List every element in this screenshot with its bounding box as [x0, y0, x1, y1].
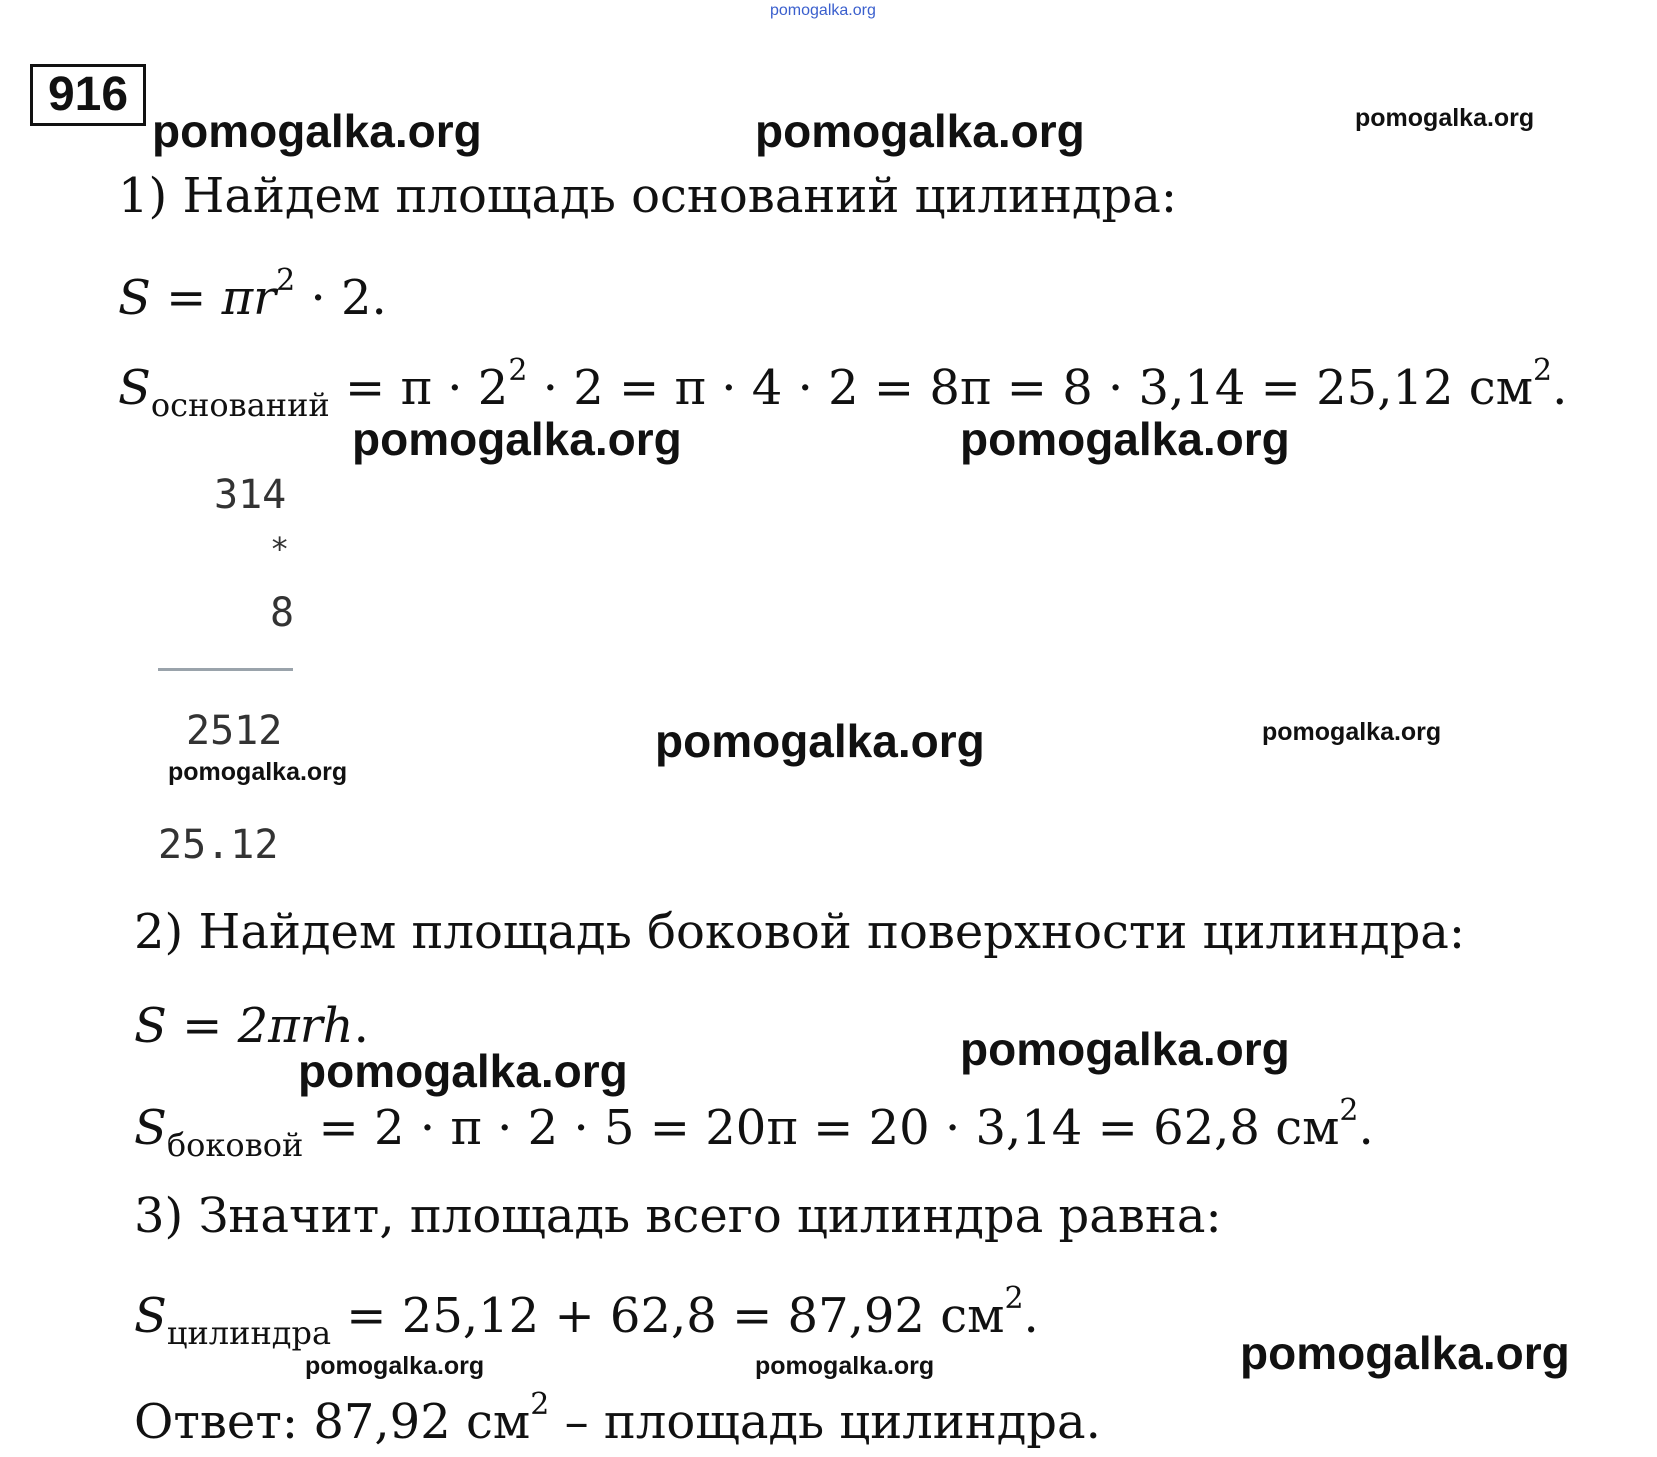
watermark: pomogalka.org [1262, 718, 1442, 746]
calc-subscript: оснований [150, 386, 330, 424]
formula-end: . [353, 998, 369, 1054]
calc-variable: S [118, 360, 151, 416]
answer-exponent: 2 [530, 1387, 550, 1422]
column-divider [158, 668, 293, 671]
column-multiplicand: 314 [214, 472, 287, 518]
calc-part-a: = π · 2 [329, 360, 509, 416]
watermark: pomogalka.org [655, 715, 985, 767]
formula-tail: · 2. [295, 270, 387, 326]
watermark: pomogalka.org [1240, 1327, 1570, 1379]
watermark: pomogalka.org [1355, 104, 1535, 132]
problem-number: 916 [30, 64, 146, 126]
watermark: pomogalka.org [168, 758, 348, 786]
calc-unit-exponent: 2 [1533, 353, 1553, 388]
watermark: pomogalka.org [298, 1045, 628, 1097]
calc-expression: = 2 · π · 2 · 5 = 20π = 20 · 3,14 = 62,8 см [303, 1100, 1340, 1156]
step3-heading: 3) Значит, площадь всего цилиндра равна: [134, 1188, 1222, 1244]
column-product: 2512 [186, 708, 283, 754]
column-result: 25.12 [158, 822, 279, 868]
watermark: pomogalka.org [755, 105, 1085, 157]
column-multiplier: 8 [270, 590, 295, 636]
formula-equals: = [150, 270, 222, 326]
calc-unit-exponent: 2 [1004, 1281, 1024, 1316]
calc-end: . [1358, 1100, 1374, 1156]
watermark: pomogalka.org [305, 1352, 485, 1380]
step1-heading: 1) Найдем площадь оснований цилиндра: [118, 168, 1178, 224]
watermark: pomogalka.org [960, 1023, 1290, 1075]
watermark: pomogalka.org [152, 105, 482, 157]
calc-unit-exponent: 2 [1339, 1093, 1359, 1128]
step2-heading: 2) Найдем площадь боковой поверхности цилиндра: [134, 904, 1466, 960]
calc-variable: S [134, 1100, 167, 1156]
answer-text: Ответ: 87,92 см [134, 1394, 531, 1450]
formula-text: S = 2πrh [134, 998, 354, 1054]
watermark: pomogalka.org [755, 1352, 935, 1380]
watermark: pomogalka.org [352, 413, 682, 465]
column-operator: * [270, 530, 290, 568]
formula-pi-r: πr [221, 270, 277, 326]
answer [134, 1387, 1101, 1450]
calc-subscript: цилиндра [166, 1314, 332, 1352]
formula-exponent: 2 [276, 263, 296, 298]
calc-variable: S [134, 1288, 167, 1344]
answer-tail: – площадь цилиндра. [549, 1394, 1101, 1450]
step1-formula [118, 263, 387, 326]
calc-part-b: · 2 = π · 4 · 2 = 8π = 8 · 3,14 = 25,12 см [527, 360, 1534, 416]
calc-end: . [1023, 1288, 1039, 1344]
calc-expression: = 25,12 + 62,8 = 87,92 см [331, 1288, 1005, 1344]
watermark-top: pomogalka.org [770, 2, 876, 19]
calc-end: . [1552, 360, 1568, 416]
step1-calculation [118, 353, 1568, 424]
formula-variable: S [118, 270, 151, 326]
step2-formula [134, 998, 369, 1054]
watermark: pomogalka.org [960, 413, 1290, 465]
calc-subscript: боковой [166, 1126, 304, 1164]
step3-calculation [134, 1281, 1039, 1352]
calc-exponent: 2 [508, 353, 528, 388]
step2-calculation [134, 1093, 1374, 1164]
